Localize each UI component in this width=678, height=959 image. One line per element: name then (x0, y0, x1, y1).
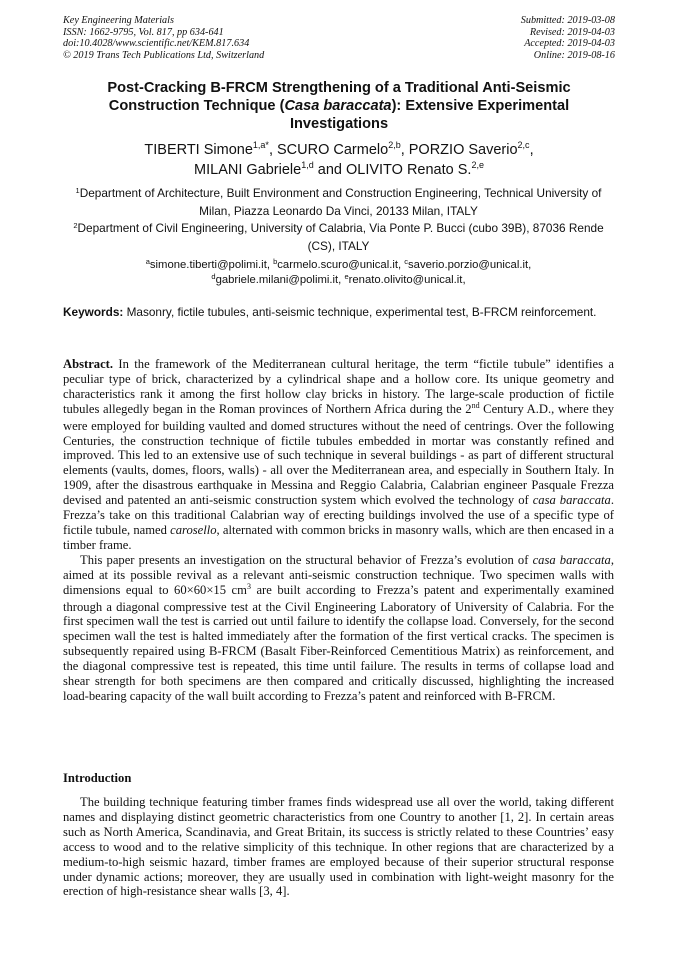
abstract-text: Century A.D., where they were employed for building vaulted and domed structures without the need of centrings. Over the following Centuries, the construction technique of fictile tubules embedded in mortar was constantly refined and improved. This led to an extensive use of such technique in several buildings - as part of different structural elements (vaults, domes, floors, walls) - all over the Mediterranean area, and especially in Southern Italy. In 1909, after the disastrous earthquake in Messina and Reggio Calabria, Calabrian engineer Pasquale Frezza devised and patented an anti-seismic construction system which evolved the technology of (63, 401, 615, 508)
abstract-text: In the framework of the Mediterranean cultural heritage, the term “fictile tubule” identifies a peculiar type of brick, characterized by a cylindrical shape and a hollow core. Its unique geometry and characteristics rank it among the first hollow clay bricks in history. The large-scale production of fictile tubules allegedly began in the Roman provinces of Northern Africa during the 2 (63, 357, 614, 416)
author-separator: , (400, 142, 409, 158)
paper-title (70, 79, 608, 134)
ordinal-suffix: nd (471, 400, 480, 410)
email-address: simone.tiberti@polimi.it, (149, 259, 274, 271)
author-name: SCURO Carmelo (277, 142, 389, 158)
email-address: renato.olivito@unical.it, (348, 274, 466, 287)
doi: doi:10.4028/www.scientific.net/KEM.817.634 (63, 38, 250, 50)
author-separator: and (313, 162, 346, 178)
author-affil-mark: 1,a* (252, 140, 269, 150)
abstract (63, 357, 614, 704)
introduction-body (63, 795, 614, 899)
email-list (63, 258, 614, 289)
author-separator: , (529, 142, 534, 158)
author-name: TIBERTI Simone (144, 142, 253, 158)
affiliation-1 (63, 185, 614, 219)
email-mark: c (404, 257, 409, 266)
email-mark: b (273, 257, 278, 266)
issn: ISSN: 1662-9795, Vol. 817, pp 634-641 (63, 26, 224, 38)
journal-header-right (521, 15, 615, 61)
introduction-paragraph-1: The building technique featuring timber frames finds widespread use all over the world, taking different names and displaying distinct geometric characteristics from one Country to another [1, 2]. In certain areas such as North America, Scandinavia, and Great Britain, its success is strictly related to these Countries’ easy access to wood and to the relative simplicity of this technique. In other regions that are characterized by a medium-to-high seismic hazard, timber frames are employed because of their superior structural response under dynamic actions; moreover, they are usually used in combination with light-weight masonry for the erection of high-resistance shear walls [3, 4]. (63, 795, 614, 899)
email-address: saverio.porzio@unical.it, (408, 259, 532, 271)
author-name: MILANI Gabriele (194, 162, 302, 178)
email-mark: a (145, 257, 150, 266)
online-date: Online: 2019-08-16 (533, 49, 615, 61)
author-list (70, 141, 608, 181)
affiliation-number: 1 (75, 186, 80, 195)
author-name: OLIVITO Renato S. (345, 162, 472, 178)
title-part-2: ): Extensive Experimental Investigations (289, 98, 570, 133)
keywords-text: Masonry, fictile tubules, anti-seismic technique, experimental test, B-FRCM reinforcement. (123, 305, 597, 319)
email-address: carmelo.scuro@unical.it, (277, 259, 405, 271)
email-address: gabriele.milani@polimi.it, (215, 274, 345, 287)
keywords (63, 305, 614, 321)
unit-exponent: 3 (246, 581, 251, 591)
accepted-date: Accepted: 2019-04-03 (524, 38, 615, 50)
abstract-text: This paper presents an investigation on the structural behavior of Frezza’s evolution of (80, 552, 533, 567)
abstract-paragraph-1 (63, 357, 614, 553)
affiliation-text: Department of Architecture, Built Environment and Construction Engineering, Technical University of Milan, Piazza Leonardo Da Vinci, 20133 Milan, ITALY (79, 186, 602, 218)
affiliation-2 (63, 220, 614, 254)
abstract-italic: casa baraccata (532, 493, 611, 508)
author-affil-mark: 2,c (517, 140, 530, 150)
abstract-italic: carosello (170, 522, 217, 537)
affiliation-number: 2 (73, 221, 78, 230)
keywords-label: Keywords: (63, 305, 124, 319)
journal-header-left (63, 15, 264, 61)
abstract-text: are built according to Frezza’s patent and experimentally examined through a diagonal compressive test at the Civil Engineering Laboratory of University of Calabria. For the first specimen wall the test is carried out until failure to identify the collapse load. Conversely, for the second specimen wall the test is halted immediately after the formation of the first vertical cracks. The specimen is subsequently repaired using B-FRCM (Basalt Fiber-Reinforced Cementitious Matrix) as reinforcement, and the diagonal compressive test is repeated, this time until failure. The results in terms of collapse load and shear strength for both specimens are then compared and critically discussed, highlighting the increased load-bearing capacity of the wall built according to Frezza’s patent and reinforced with B-FRCM. (63, 582, 614, 703)
author-affil-mark: 1,d (301, 160, 314, 170)
abstract-text: , aimed at its possible revival as a relevant anti-seismic construction technique. Two specimen walls with dimensions equal to 60×60×15 cm (63, 552, 615, 597)
journal-name: Key Engineering Materials (63, 15, 174, 26)
abstract-text: . Frezza’s take on this traditional Calabrian way of erecting buildings involved the use of a specific type of fictile tubule, named (63, 493, 615, 537)
author-affil-mark: 2,b (388, 140, 401, 150)
copyright: © 2019 Trans Tech Publications Ltd, Switzerland (63, 49, 265, 61)
abstract-label: Abstract. (63, 357, 114, 371)
title-part-1: Post-Cracking B-FRCM Strengthening of a Traditional Anti-Seismic Construction Technique ( (107, 80, 571, 115)
abstract-italic: casa baraccata (532, 552, 611, 567)
revised-date: Revised: 2019-04-03 (529, 26, 615, 38)
abstract-text: , alternated with common bricks in masonry walls, which are then encased in a timber frame. (63, 522, 614, 552)
affiliation-text: Department of Civil Engineering, University of Calabria, Via Ponte P. Bucci (cubo 39B), 87036 Rende (CS), ITALY (77, 221, 604, 253)
section-heading-introduction: Introduction (63, 771, 132, 785)
author-affil-mark: 2,e (471, 160, 484, 170)
abstract-paragraph-2 (63, 553, 614, 704)
email-mark: e (344, 272, 349, 282)
email-mark: d (211, 272, 216, 282)
title-italic: Casa baraccata (284, 98, 392, 115)
author-name: PORZIO Saverio (408, 142, 518, 158)
author-separator: , (268, 142, 277, 158)
submitted-date: Submitted: 2019-03-08 (520, 15, 615, 26)
